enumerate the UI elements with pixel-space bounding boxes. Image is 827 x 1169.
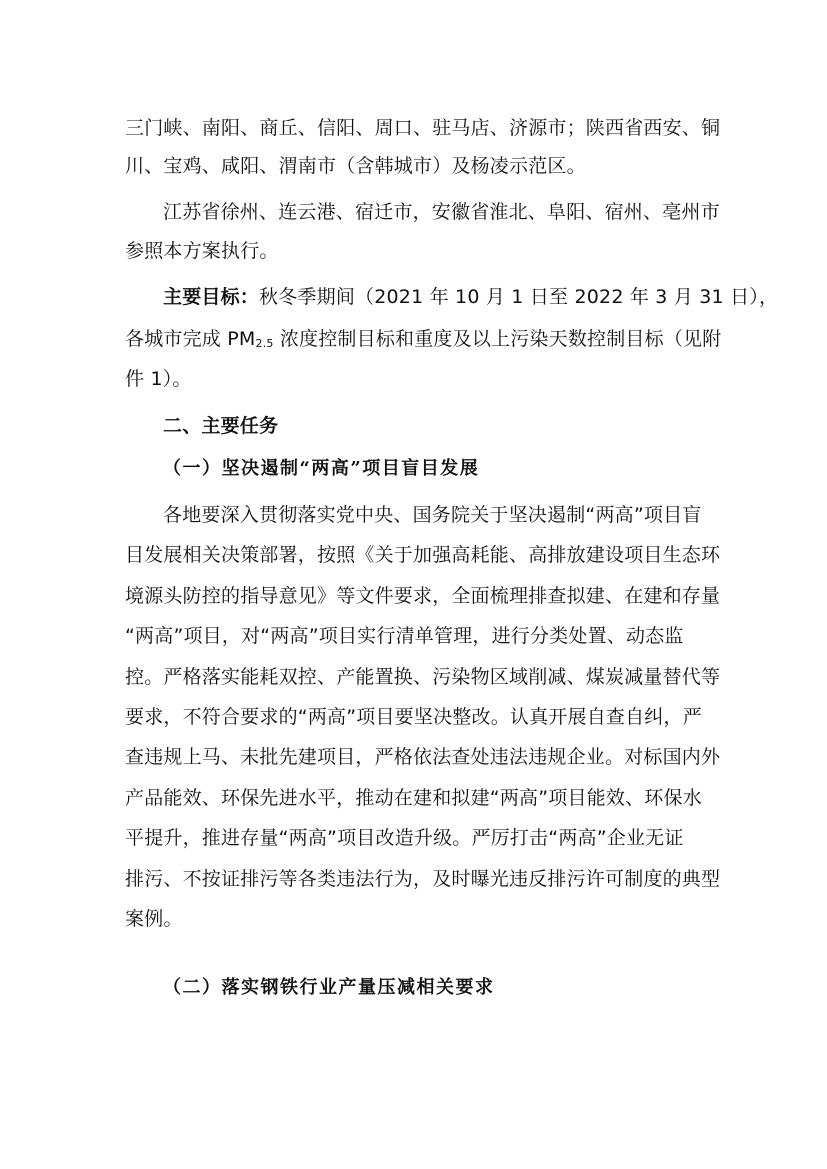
- text-line-3: 江苏省徐州、连云港、宿迁市，安徽省淮北、阜阳、宿州、亳州市: [163, 201, 720, 223]
- text-line-2: 川、宝鸡、咸阳、渭南市（含韩城市）及杨凌示范区。: [125, 155, 586, 177]
- goal-text: 秋冬季期间（2021 年 10 月 1 日至 2022 年 3 月 31 日），: [259, 286, 779, 308]
- pm25-text-a: 各城市完成 PM: [125, 328, 256, 350]
- text-line-7: 件 1）。: [125, 368, 192, 390]
- pm25-text-b: 浓度控制目标和重度及以上污染天数控制目标（见附: [273, 328, 722, 350]
- para-line-10: 排污、不按证排污等各类违法行为，及时曝光违反排污许可制度的典型: [125, 868, 721, 890]
- para-line-7: 查违规上马、未批先建项目，严格依法查处违法违规企业。对标国内外: [125, 746, 721, 768]
- text-line-4: 参照本方案执行。: [125, 240, 279, 262]
- section-heading: 二、主要任务: [163, 415, 279, 437]
- para-line-4: “两高”项目，对“两高”项目实行清单管理，进行分类处置、动态监: [125, 625, 684, 647]
- para-line-3: 境源头防控的指导意见》等文件要求，全面梳理排查拟建、在建和存量: [125, 585, 721, 607]
- para-line-9: 平提升，推进存量“两高”项目改造升级。严厉打击“两高”企业无证: [125, 827, 684, 849]
- subsection-heading-2: （二）落实钢铁行业产量压减相关要求: [163, 977, 495, 998]
- subsection-heading-1: （一）坚决遏制“两高”项目盲目发展: [163, 458, 480, 479]
- para-line-8: 产品能效、环保先进水平，推动在建和拟建“两高”项目能效、环保水: [125, 787, 702, 809]
- text-line-1: 三门峡、南阳、商丘、信阳、周口、驻马店、济源市；陕西省西安、铜: [125, 117, 721, 139]
- para-line-1: 各地要深入贯彻落实党中央、国务院关于坚决遏制“两高”项目盲: [163, 504, 702, 526]
- pm25-subscript: 2.5: [255, 337, 274, 350]
- para-line-5: 控。严格落实能耗双控、产能置换、污染物区域削减、煤炭减量替代等: [125, 666, 721, 688]
- goal-label: 主要目标：: [163, 286, 260, 308]
- para-line-11: 案例。: [125, 908, 183, 930]
- para-line-2: 目发展相关决策部署，按照《关于加强高耗能、高排放建设项目生态环: [125, 544, 721, 566]
- pm25-line: [125, 327, 721, 351]
- goal-line: [163, 285, 778, 309]
- para-line-6: 要求，不符合要求的“两高”项目要坚决整改。认真开展自查自纠，严: [125, 706, 702, 728]
